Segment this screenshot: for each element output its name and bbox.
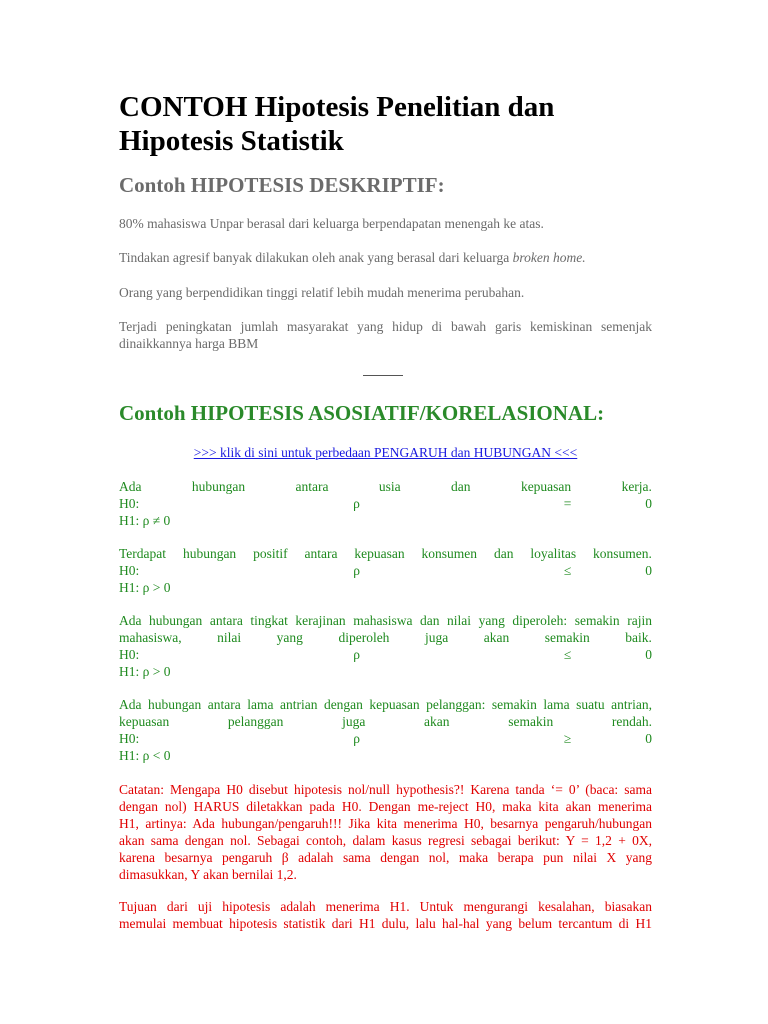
word: hubungan [182,546,237,561]
word: antara [304,546,338,561]
word: antara [295,479,329,494]
word: Terdapat [119,546,167,561]
catatan-line: karena besarnya pengaruh β adalah sama dengan nol, maka berapa pun nilai X yang [119,850,652,865]
word: dan [493,546,514,561]
word: kepuasan [354,546,405,561]
word: kepuasan [119,714,170,729]
h0-value: 0 [645,496,652,511]
catatan-paragraph [119,781,652,883]
word: rendah. [611,714,652,729]
paragraph-deskriptif-2-text: Tindakan agresif banyak dilakukan oleh anak yang berasal dari keluarga [119,250,513,265]
h0-value: 0 [645,647,652,662]
word: juga [424,630,449,645]
example-4-line1: Ada hubungan antara lama antrian dengan kepuasan pelanggan: semakin lama suatu antrian, [119,697,652,712]
rho-symbol: ρ [353,731,360,746]
h0-label: H0: [119,563,140,578]
catatan-line: Catatan: Mengapa H0 disebut hipotesis nol/null hypothesis?! Karena tanda ‘= 0’ (baca: sama [119,782,652,797]
example-2-h0 [119,562,652,579]
rho-symbol: ρ [353,647,360,662]
catatan-line: dengan nol) HARUS diletakkan pada H0. Dengan me-reject H0, maka kita akan menerima [119,799,652,814]
tujuan-line: Tujuan dari uji hipotesis adalah menerima H1. Untuk mengurangi kesalahan, biasakan [119,899,652,914]
word: semakin [544,630,590,645]
operator-symbol: ≤ [563,563,572,578]
paragraph-deskriptif-3: Orang yang berpendidikan tinggi relatif lebih mudah menerima perubahan. [119,285,525,300]
example-2 [119,545,652,596]
word: baik. [625,630,652,645]
heading-deskriptif: Contoh HIPOTESIS DESKRIPTIF: [119,173,445,197]
word: nilai [217,630,242,645]
catatan-line: dimasukkan, Y akan bernilai 1,2. [119,867,297,882]
catatan-line: H1, artinya: Ada hubungan/pengaruh!!! Jika kita menerima H0, besarnya pengaruh/hubungan [119,816,652,831]
rho-symbol: ρ [353,496,360,511]
word: yang [276,630,303,645]
word: pelanggan [227,714,284,729]
word: mahasiswa, [119,630,182,645]
catatan-line: akan sama dengan nol. Sebagai contoh, dalam kasus regresi sebagai berikut: Y = 1,2 + 0X, [119,833,652,848]
example-3-statement [119,629,652,646]
word: juga [342,714,366,729]
example-4-statement [119,713,652,730]
rho-symbol: ρ [353,563,360,578]
operator-symbol: ≥ [563,731,572,746]
h0-value: 0 [645,731,652,746]
example-4 [119,696,652,764]
h0-label: H0: [119,731,140,746]
word: positif [253,546,288,561]
heading-asosiatif: Contoh HIPOTESIS ASOSIATIF/KORELASIONAL: [119,401,605,425]
document-title: CONTOH Hipotesis Penelitian dan Hipotesis Statistik [119,91,555,157]
example-1 [119,478,652,529]
paragraph-deskriptif-1: 80% mahasiswa Unpar berasal dari keluarga berpendapatan menengah ke atas. [119,216,544,231]
example-1-statement [119,478,652,495]
example-4-h1: H1: ρ < 0 [119,748,171,763]
h0-value: 0 [645,563,652,578]
word: konsumen. [593,546,652,561]
tujuan-line: memulai membuat hipotesis statistik dari H1 dulu, lalu hal-hal yang belum tercantum di H1 [119,916,652,931]
example-3-h0 [119,646,652,663]
paragraph-deskriptif-4-line2: dinaikkannya harga BBM [119,336,259,351]
divider [363,375,403,376]
word: diperoleh [338,630,390,645]
operator-symbol: ≤ [563,647,572,662]
word: dan [451,479,471,494]
word: akan [424,714,450,729]
word: Ada [119,479,142,494]
example-4-h0 [119,730,652,747]
example-3-h1: H1: ρ > 0 [119,664,171,679]
operator-symbol: = [563,496,572,511]
example-3-line1: Ada hubungan antara tingkat kerajinan mahasiswa dan nilai yang diperoleh: semakin rajin [119,613,652,628]
h0-label: H0: [119,647,140,662]
word: semakin [508,714,554,729]
tujuan-paragraph [119,898,652,932]
example-2-statement [119,545,652,562]
word: konsumen [421,546,478,561]
paragraph-deskriptif-2-italic: broken home. [512,250,586,265]
word: loyalitas [530,546,577,561]
paragraph-deskriptif-4-line1: Terjadi peningkatan jumlah masyarakat yang hidup di bawah garis kemiskinan semenjak [119,319,652,334]
link-pengaruh-hubungan[interactable]: >>> klik di sini untuk perbedaan PENGARUH dan HUBUNGAN <<< [193,445,578,460]
word: akan [483,630,510,645]
word: hubungan [191,479,246,494]
example-1-h0 [119,495,652,512]
paragraph-deskriptif-2 [119,249,652,266]
word: usia [378,479,401,494]
example-2-h1: H1: ρ > 0 [119,580,171,595]
word: kerja. [621,479,652,494]
paragraph-deskriptif-4 [119,318,652,352]
h0-label: H0: [119,496,140,511]
word: kepuasan [520,479,572,494]
example-3 [119,612,652,680]
example-1-h1: H1: ρ ≠ 0 [119,513,171,528]
